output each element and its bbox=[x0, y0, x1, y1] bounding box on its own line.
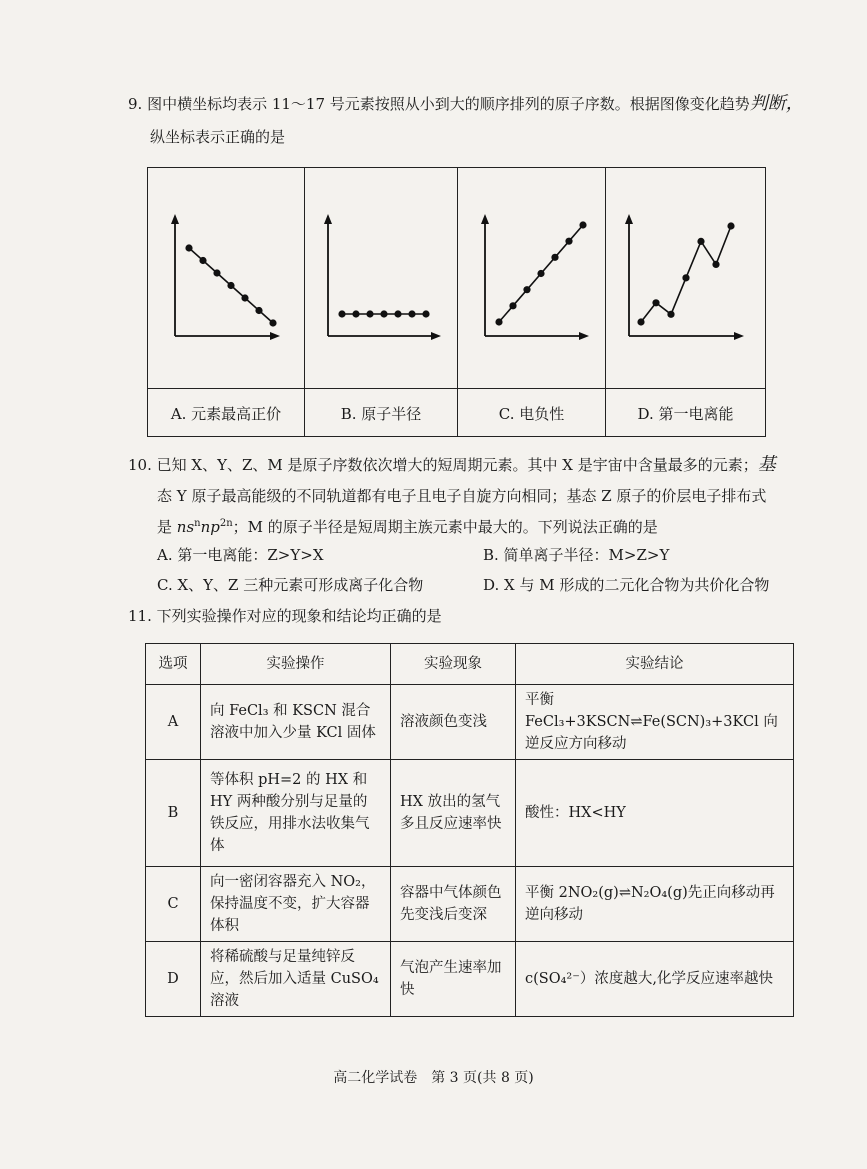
q10-option-b: B. 简单离子半径：M>Z>Y bbox=[483, 546, 670, 564]
y-axis-arrow bbox=[625, 214, 633, 224]
data-point bbox=[269, 319, 276, 326]
graph-d-plot bbox=[606, 168, 765, 388]
y-axis-arrow bbox=[324, 214, 332, 224]
data-point bbox=[682, 274, 689, 281]
header-option: 选项 bbox=[146, 644, 201, 685]
question-9-line1 bbox=[128, 94, 804, 114]
q10-text-post: ；M 的原子半径是短周期主族元素中最大的。下列说法正确的是 bbox=[232, 518, 658, 536]
table-row bbox=[146, 760, 794, 867]
question-10-text: 10. 已知 X、Y、Z、M 是原子序数依次增大的短周期元素。其中 X 是宇宙中含量最多的元素； bbox=[128, 456, 758, 474]
data-point bbox=[199, 257, 206, 264]
question-10-line1 bbox=[128, 455, 776, 475]
row-conclusion: 平衡 FeCl₃+3KSCN⇌Fe(SCN)₃+3KCl 向逆反应方向移动 bbox=[516, 685, 794, 760]
x-axis-arrow bbox=[270, 332, 280, 340]
row-operation: 向 FeCl₃ 和 KSCN 混合溶液中加入少量 KCl 固体 bbox=[201, 685, 391, 760]
data-point bbox=[652, 299, 659, 306]
data-point bbox=[338, 310, 345, 317]
row-conclusion: c(SO₄²⁻）浓度越大,化学反应速率越快 bbox=[516, 942, 794, 1017]
y-axis-arrow bbox=[171, 214, 179, 224]
row-operation: 向一密闭容器充入 NO₂，保持温度不变，扩大容器体积 bbox=[201, 867, 391, 942]
header-phenomenon: 实验现象 bbox=[391, 644, 516, 685]
data-point bbox=[227, 282, 234, 289]
question-10-line3 bbox=[157, 514, 658, 537]
row-option: D bbox=[146, 942, 201, 1017]
row-conclusion: 酸性：HX<HY bbox=[516, 760, 794, 867]
data-point bbox=[509, 302, 516, 309]
row-phenomenon: HX 放出的氢气多且反应速率快 bbox=[391, 760, 516, 867]
data-point bbox=[667, 311, 674, 318]
graph-b bbox=[305, 168, 458, 436]
data-point bbox=[422, 310, 429, 317]
data-point bbox=[352, 310, 359, 317]
q10-option-d: D. X 与 M 形成的二元化合物为共价化合物 bbox=[483, 576, 770, 594]
formula-ns-sup: n bbox=[194, 518, 201, 529]
data-point bbox=[394, 310, 401, 317]
formula-np: np bbox=[200, 518, 220, 536]
graph-a-plot bbox=[148, 168, 305, 388]
data-point bbox=[523, 286, 530, 293]
graph-c bbox=[458, 168, 606, 436]
q10-option-a: A. 第一电离能：Z>Y>X bbox=[157, 546, 324, 564]
data-point bbox=[727, 222, 734, 229]
x-axis-arrow bbox=[431, 332, 441, 340]
data-point bbox=[380, 310, 387, 317]
header-conclusion: 实验结论 bbox=[516, 644, 794, 685]
graph-c-plot bbox=[458, 168, 606, 388]
data-point bbox=[241, 294, 248, 301]
data-point bbox=[712, 261, 719, 268]
graph-b-plot bbox=[305, 168, 458, 388]
data-point bbox=[408, 310, 415, 317]
table-row bbox=[146, 942, 794, 1017]
handwritten-note: 判断， bbox=[749, 93, 804, 114]
row-option: B bbox=[146, 760, 201, 867]
data-point bbox=[185, 244, 192, 251]
data-point bbox=[537, 270, 544, 277]
formula-np-sup: 2n bbox=[219, 518, 233, 529]
graph-d bbox=[606, 168, 765, 436]
graph-a-label: A. 元素最高正价 bbox=[148, 388, 304, 437]
question-10-line2: 态 Y 原子最高能级的不同轨道都有电子且电子自旋方向相同；基态 Z 原子的价层电子排布式 bbox=[157, 487, 767, 505]
experiment-table bbox=[145, 643, 794, 1017]
graph-c-label: C. 电负性 bbox=[458, 388, 605, 437]
row-option: A bbox=[146, 685, 201, 760]
handwritten-char: 基 bbox=[757, 454, 776, 475]
trend-line bbox=[641, 226, 731, 322]
data-point bbox=[255, 307, 262, 314]
question-9-text: 9. 图中横坐标均表示 11～17 号元素按照从小到大的顺序排列的原子序数。根据图像变化趋势 bbox=[128, 95, 750, 113]
data-point bbox=[213, 269, 220, 276]
graph-panel bbox=[147, 167, 766, 437]
row-operation: 等体积 pH=2 的 HX 和 HY 两种酸分别与足量的铁反应，用排水法收集气体 bbox=[201, 760, 391, 867]
graph-d-label: D. 第一电离能 bbox=[606, 388, 765, 437]
data-point bbox=[697, 238, 704, 245]
table-row bbox=[146, 685, 794, 760]
table-header-row bbox=[146, 644, 794, 685]
page-footer: 高二化学试卷 第 3 页(共 8 页) bbox=[333, 1070, 534, 1086]
q10-text-pre: 是 bbox=[157, 518, 177, 536]
header-operation: 实验操作 bbox=[201, 644, 391, 685]
row-operation: 将稀硫酸与足量纯锌反应，然后加入适量 CuSO₄ 溶液 bbox=[201, 942, 391, 1017]
y-axis-arrow bbox=[481, 214, 489, 224]
graph-a bbox=[148, 168, 305, 436]
question-9-line2: 纵坐标表示正确的是 bbox=[150, 128, 286, 146]
data-point bbox=[637, 318, 644, 325]
row-phenomenon: 气泡产生速率加快 bbox=[391, 942, 516, 1017]
x-axis-arrow bbox=[579, 332, 589, 340]
data-point bbox=[551, 254, 558, 261]
data-point bbox=[366, 310, 373, 317]
row-phenomenon: 溶液颜色变浅 bbox=[391, 685, 516, 760]
table-row bbox=[146, 867, 794, 942]
row-phenomenon: 容器中气体颜色先变浅后变深 bbox=[391, 867, 516, 942]
question-11-stem: 11. 下列实验操作对应的现象和结论均正确的是 bbox=[128, 607, 442, 625]
data-point bbox=[495, 318, 502, 325]
data-point bbox=[579, 221, 586, 228]
data-point bbox=[565, 238, 572, 245]
formula-ns: ns bbox=[176, 518, 195, 536]
row-conclusion: 平衡 2NO₂(g)⇌N₂O₄(g)先正向移动再逆向移动 bbox=[516, 867, 794, 942]
row-option: C bbox=[146, 867, 201, 942]
x-axis-arrow bbox=[734, 332, 744, 340]
graph-b-label: B. 原子半径 bbox=[305, 388, 457, 437]
q10-option-c: C. X、Y、Z 三种元素可形成离子化合物 bbox=[157, 576, 424, 594]
